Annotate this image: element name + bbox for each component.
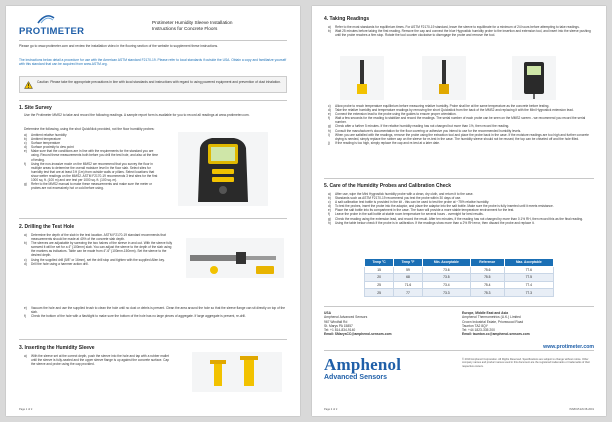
- drill-bit-sleeve-image: [186, 238, 284, 278]
- table-cell: 73.4: [422, 281, 470, 289]
- list-item: g) Check the reading using the extension lead, and record the result. After ten minutes, if the reading has not changed by more than 0.1% RH, then record this as the final reading.: [328, 216, 584, 221]
- list-item: e) Connect the extension lead to the probe using the guides to ensure proper orientation.: [328, 112, 457, 117]
- section-4-list: [328, 104, 594, 145]
- usa-line: Amphenol Advanced Sensors: [324, 315, 368, 320]
- list-item: a) With the sleeve set at the correct depth, push the sleeve into the hole and tap with a rubber mallet until the sleeve is fully-seated and the upper sleeve flange is up against the concrete surface. Cap the sleeve and probe using the cap provided.: [24, 354, 170, 367]
- advanced-sensors-text: Advanced Sensors: [324, 374, 388, 381]
- list-item: a) After use, wipe the Mini Hygrostick humidity probe with a clean, dry cloth, and return it to the case.: [328, 192, 474, 196]
- table-cell: 77.6: [504, 266, 553, 274]
- list-item: a) Ambient relative humidity: [24, 133, 67, 137]
- table-cell: 77: [394, 289, 423, 297]
- caution-text: Caution: Please take the appropriate precautions in line with local standards and instructions with regard to using powered equipment and prevention of dust inhalation.: [37, 80, 281, 84]
- mms2-reading-image: [512, 56, 556, 100]
- list-item: a) Refer to the most standards for equilibrium times. For ASTM F2170-19 standard, leave the sleeve to equilibrate for a minimum of 24 hours before attempting to take readings.: [328, 25, 580, 29]
- list-item: c) A salt calibration test bottle is provided in the kit - this can be used to test the probe at ~75% relative humidity.: [328, 200, 490, 205]
- table-cell: 75.4: [470, 281, 504, 289]
- probe-rotate-image: [422, 56, 466, 100]
- list-item: f) Leave the probe in the salt bottle at stable room temperature for several hours - overnight for best results.: [328, 212, 484, 217]
- usa-email: Email: SMarysCC@amphenol-sensors.com: [324, 332, 392, 337]
- list-item: c) Surface temperature: [24, 141, 61, 146]
- section-2-list: [24, 233, 174, 266]
- divider: [19, 218, 287, 219]
- list-item: j) If the reading is too high, simply replace the cap and re-test at a later date.: [328, 140, 440, 145]
- table-header: Reference: [470, 259, 504, 267]
- list-item: e) Make sure that the conditions are in line with the requirements for the standard you are using. Record these measurements both before you drill the test hole, and also at the time of testing.: [24, 149, 159, 162]
- calibration-table: [364, 258, 554, 297]
- section-4-title: 4. Taking Readings: [324, 16, 370, 22]
- page-2: [312, 6, 606, 416]
- mms2-meter-image: [178, 132, 268, 206]
- usa-contact: [324, 311, 444, 337]
- table-cell: 25: [365, 281, 394, 289]
- europe-line: Tel: +44 1823-335 200: [462, 328, 495, 333]
- website-link[interactable]: www.protimeter.com: [543, 344, 594, 350]
- list-item: e) Place the salt bottle into its compartment in the case. The foam will provide a more stable temperature environment for the test.: [328, 208, 515, 213]
- list-item: c) Using the supplied drill (5/8" or 16mm), set the drill stop and tighten with the supplied Allen key.: [24, 257, 165, 262]
- europe-line: Crown Industrial Estate, Priorswood Road: [462, 319, 524, 324]
- meter-reading-icon: [512, 56, 556, 100]
- list-item: f) Check the bottom of the hole with a flashlight to make sure the bottom of the hole has no large pieces of aggregate. If large aggregate is present, re-drill.: [24, 314, 246, 319]
- legal-text: © 2019 Amphenol Corporation. All Rights Reserved. Specifications are subject to change without notice. Other company names and product names used in this document are the registered trademarks or trademarks of their respective owners.: [462, 358, 591, 368]
- list-item: b) Ambient temperature: [24, 137, 61, 142]
- divider: [19, 339, 287, 340]
- list-item: e) Vacuum the hole and use the supplied brush to clean the hole until no dust or debris is present. Clean the area around the hole so that the sleeve flange can sit directly on top of the slab.: [24, 306, 286, 315]
- table-cell: 25: [365, 289, 394, 297]
- section-1-determine: Determine the following, using the shot QuickNick provided, not the floor humidity probes:: [24, 127, 155, 131]
- list-item: b) Standards such as ASTM F2170-19 recommend you test the probe within 30 days of use.: [328, 196, 462, 201]
- section-3-list: [24, 354, 174, 366]
- table-cell: 77.3: [504, 289, 553, 297]
- title-line-1: Protimeter Humidity Sleeve Installation: [152, 20, 233, 25]
- list-item: c) Allow probe to reach temperature equilibrium before measuring relative humidity. Probe shall be at the same temperature as the concrete before testing.: [328, 104, 550, 108]
- section-5-title: 5. Care of the Humidity Probes and Calibration Check: [324, 183, 451, 189]
- list-item: h) Using the table below check if the probe is in calibration. If the readings show more than a 2% RH error, then discard the probe and replace it.: [328, 220, 535, 225]
- table-row: [365, 281, 554, 289]
- title-line-2: Instructions for Concrete Floors: [152, 26, 218, 31]
- humidity-sleeve-icon: [192, 352, 282, 392]
- table-cell: 71.6: [394, 281, 423, 289]
- list-item: d) To test the probes, insert the probe into the adaptor, and place the adaptor into the salt bottle. Make sure the probe is fully inserted until it meets resistance.: [328, 204, 554, 209]
- table-cell: 73.5: [422, 274, 470, 282]
- page-1: [6, 6, 300, 416]
- moisture-meter-icon: [178, 132, 268, 206]
- section-2-title: 2. Drilling the Test Hole: [19, 224, 75, 230]
- list-item: g) Check after a further 5 minutes. If the relative humidity reading has not changed but more than 1%, then record the reading.: [328, 124, 510, 129]
- usa-heading: USA: [324, 311, 331, 315]
- caution-box: [19, 76, 287, 93]
- table-header-row: [365, 259, 554, 267]
- list-item: f) Wait a few seconds for the reading to stabilize and record the readings. The serial number of each probe can be seen on the MMS2 screen - we recommend you record the serial number.: [328, 116, 586, 125]
- section-2-list-cont: [24, 306, 286, 318]
- list-item: i) When you are satisfied with the readings, remove the probe using the extraction tool and place the probe back in the case. If the moisture readings are too high and further concrete drying is needed, simply replace the rubber cap on the sleeve for re-test in the case. The humidity sleeve should not be reused; the top can be chiseled off and the hole filled.: [328, 132, 589, 141]
- intro-paragraph-2: The instructions below detail a procedure for use with the American ASTM standard F2170-19. Please refer to local standards if outside the USA. Obtain a copy and familiarize yourself with this standard that can be acquired from www.ASTM.org.: [19, 58, 287, 67]
- table-header: Temp °C: [365, 259, 394, 267]
- section-5-list: [328, 192, 594, 225]
- list-item: d) Take the relative humidity and temperature readings by removing the short Quickstick from the back of the MMS2 and replacing it with the Mini Hygrostick extension lead.: [328, 108, 574, 113]
- list-item: d) Surface proximity to dew point: [24, 145, 74, 150]
- document-code: INS8015 EN 08-2019: [569, 408, 594, 411]
- table-cell: 15: [365, 266, 394, 274]
- europe-contact: [462, 311, 596, 337]
- sleeve-insertion-image: [192, 352, 282, 392]
- list-item: b) The sleeves are adjustable by screwing the two halves of the sleeve in and out. With the sleeve fully screwed it will be set for a 4" (100mm) slab. You can adjust the sleeve to the depth of the slab using the markers as indicators. Table can be made from 4"-6" (100mm-150mm). Set the sleeve to the desired depth.: [24, 241, 173, 258]
- table-cell: 77.4: [504, 281, 553, 289]
- divider: [324, 306, 594, 307]
- usa-line: Tel: +1 814-834-9140: [324, 328, 356, 333]
- table-cell: 73.6: [422, 266, 470, 274]
- logo-swoosh-icon: [37, 14, 55, 24]
- europe-email: Email: taunton.cc@amphenol-sensors.com: [462, 332, 530, 337]
- divider: [19, 40, 287, 41]
- probe-icon: [340, 56, 384, 100]
- drill-bit-icon: [186, 238, 284, 278]
- table-cell: 75.5: [470, 274, 504, 282]
- section-1-list: [24, 133, 160, 190]
- probe-insertion-image: [340, 56, 384, 100]
- intro-paragraph-1: Please go to www.protimeter.com and review the installation video in the flooring section of the website to supplement these instructions.: [19, 44, 219, 48]
- divider: [324, 178, 594, 179]
- europe-line: Taunton TA2 8QY: [462, 323, 488, 328]
- page-number: Page 1 of 2: [19, 408, 33, 411]
- list-item: b) Wait 25 minutes before taking the first reading. Remove the cap and connect the blue Hygrostick humidity probe to the insertion and extension tool, and insert into the sleeve pushing until the probe reaches a firm stop. Rotate the tool counter clockwise to disengage the probe and remove the tool.: [328, 29, 591, 38]
- list-item: a) Determine the depth of the slab in the test location. ASTM F2170-19 standard recommends that measurements should be made at 40% of the concrete slab depth.: [24, 233, 166, 242]
- section-1-title: 1. Site Survey: [19, 105, 52, 111]
- table-header: Min. Acceptable: [422, 259, 470, 267]
- table-cell: 77.5: [504, 274, 553, 282]
- section-4-list-top: [328, 25, 594, 37]
- table-header: Max. Acceptable: [504, 259, 553, 267]
- table-cell: 75.3: [470, 289, 504, 297]
- table-cell: 20: [365, 274, 394, 282]
- probe-tool-icon: [422, 56, 466, 100]
- table-cell: 59: [394, 266, 423, 274]
- table-cell: 73.3: [422, 289, 470, 297]
- table-header: Temp °F: [394, 259, 423, 267]
- page-number: Page 2 of 2: [324, 408, 338, 411]
- list-item: g) Refer to the MMS2 manual to make these measurements and make sure the meter or probes are not excessively hot or cold before using.: [24, 182, 153, 191]
- usa-line: St. Marys PA 15857: [324, 323, 353, 328]
- europe-line: Amphenol Thermometrics (U.K.) Limited: [462, 315, 521, 320]
- usa-line: 967 Windfall Rd: [324, 319, 348, 324]
- list-item: f) Using the non-invasive mode on the MMS2 we recommend that you survey the floor in multiple areas to determine the overall moisture level in the floor slab. Select sites for humidity test that are at least 3 ft (1m) from outside walls or pillars. Select locations that show wetter readings on the MMS2. ASTM F2170-19 recommends 3 test sites for the first 1000 sq. ft. (100 m) and one test per 1000 sq. ft. (100 sq. m).: [24, 161, 158, 183]
- section-3-title: 3. Inserting the Humidity Sleeve: [19, 345, 95, 351]
- table-row: [365, 266, 554, 274]
- table-cell: 68: [394, 274, 423, 282]
- table-row: [365, 289, 554, 297]
- section-1-intro: Use the Protimeter MMS2 to take and record the following readings. A sample report form is available for you to record all readings at www.protimeter.com.: [24, 113, 250, 117]
- amphenol-logo: Amphenol: [324, 355, 402, 374]
- divider: [19, 100, 287, 101]
- table-row: [365, 274, 554, 282]
- document-title: [152, 20, 292, 32]
- list-item: d) Drill the hole using a hammer action drill.: [24, 261, 89, 266]
- protimeter-logo: [19, 21, 84, 39]
- list-item: h) Consult the manufacturer's documentation for the floor covering or adhesive you intend to use for the recommended humidity levels.: [328, 128, 522, 133]
- europe-heading: Europe, Middle East and Asia: [462, 311, 509, 315]
- logo-text: PROTIMETER: [19, 26, 85, 37]
- divider: [324, 350, 594, 351]
- table-cell: 75.6: [470, 266, 504, 274]
- warning-icon: [24, 81, 33, 89]
